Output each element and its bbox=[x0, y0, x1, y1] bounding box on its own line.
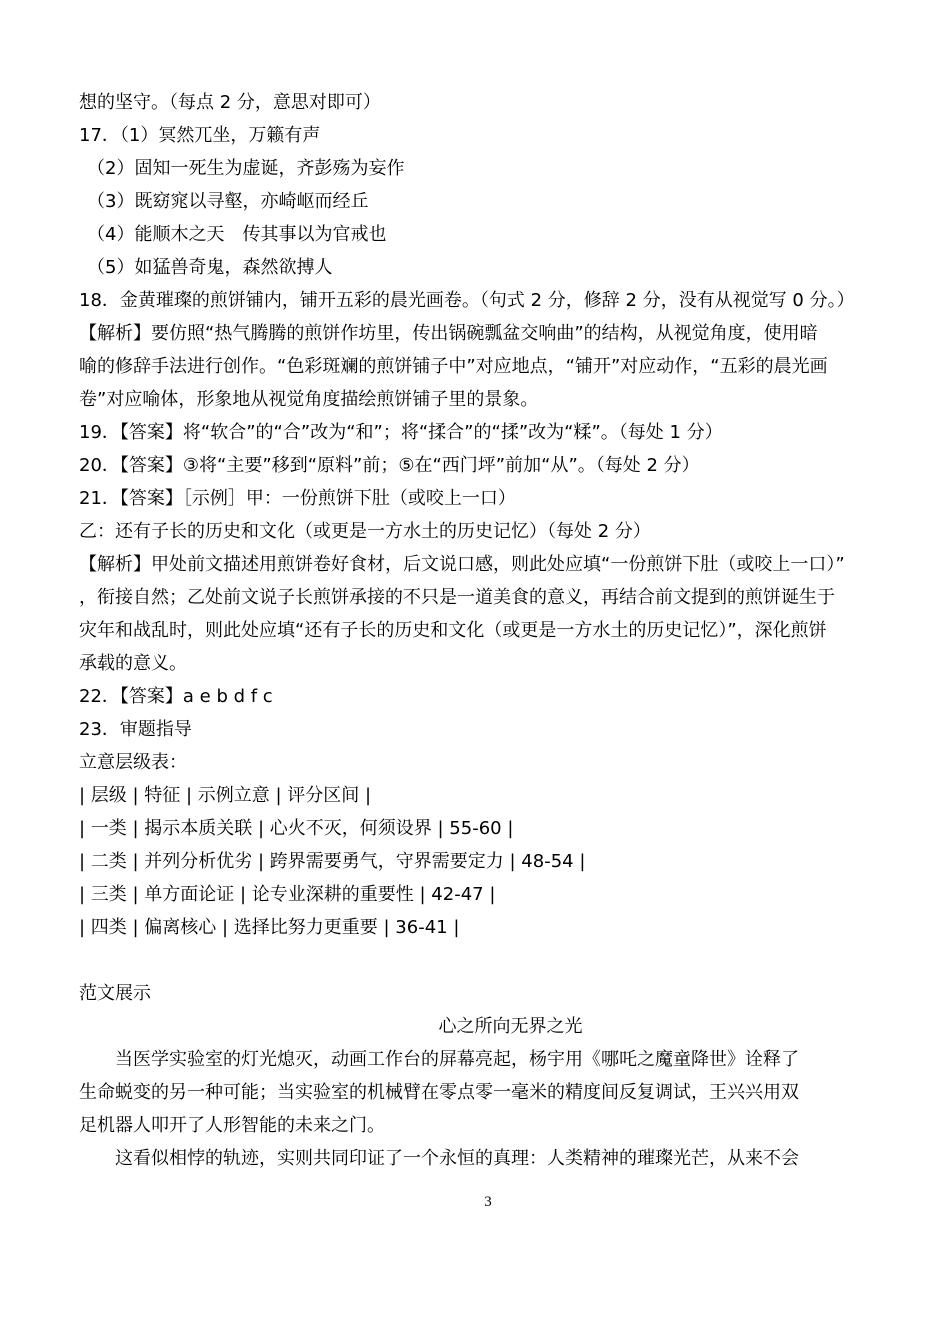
answer-21: 21．【答案】［示例］甲：一份煎饼下肚（或咬上一口） bbox=[79, 488, 516, 509]
level-table-row: | 二类 | 并列分析优劣 | 跨界需要勇气，守界需要定力 | 48-54 | bbox=[79, 851, 586, 872]
essay-paragraph-line: 当医学实验室的灯光熄灭，动画工作台的屏幕亮起，杨宇用《哪吒之魔童降世》诠释了 bbox=[115, 1049, 799, 1070]
analysis-18-line: 喻的修辞手法进行创作。“色彩斑斓的煎饼铺子中”对应地点，“铺开”对应动作，“五彩的晨光画 bbox=[79, 356, 828, 377]
analysis-21-line: 【解析】甲处前文描述用煎饼卷好食材，后文说口感，则此处应填“一份煎饼下肚（或咬上一口）” bbox=[79, 554, 845, 575]
document-body bbox=[79, 86, 902, 1175]
answer-19: 19．【答案】将“软合”的“合”改为“和”；将“揉合”的“揉”改为“糅”。（每处 1 分） bbox=[79, 422, 723, 443]
level-table-row: | 一类 | 揭示本质关联 | 心火不灭，何须设界 | 55-60 | bbox=[79, 818, 514, 839]
analysis-21-line: ，衔接自然；乙处前文说子长煎饼承接的不只是一道美食的意义，再结合前文提到的煎饼诞生于 bbox=[79, 587, 835, 608]
answer-17-heading: 17．（1）冥然兀坐，万籁有声 bbox=[79, 125, 321, 146]
sample-essay-heading: 范文展示 bbox=[79, 983, 151, 1004]
analysis-21-line: 承载的意义。 bbox=[79, 653, 187, 674]
answer-18: 18．金黄璀璨的煎饼铺内，铺开五彩的晨光画卷。（句式 2 分，修辞 2 分，没有从视觉写 0 分。） bbox=[79, 290, 855, 311]
page-number: 3 bbox=[484, 1194, 492, 1210]
essay-paragraph-line: 生命蜕变的另一种可能；当实验室的机械臂在零点零一毫米的精度间反复调试，王兴兴用双 bbox=[79, 1082, 799, 1103]
answer-17-item: （3）既窈窕以寻壑，亦崎岖而经丘 bbox=[87, 191, 369, 212]
text-line: 想的坚守。（每点 2 分，意思对即可） bbox=[79, 92, 381, 113]
level-table-row: | 四类 | 偏离核心 | 选择比努力更重要 | 36-41 | bbox=[79, 917, 460, 938]
answer-20: 20．【答案】③将“主要”移到“原料”前；⑤在“西门坪”前加“从”。（每处 2 分） bbox=[79, 455, 700, 476]
essay-paragraph-line: 足机器人叩开了人形智能的未来之门。 bbox=[79, 1115, 385, 1136]
answer-17-item: （4）能顺木之天 传其事以为官戒也 bbox=[87, 224, 387, 245]
answer-21-line: 乙：还有子长的历史和文化（或更是一方水土的历史记忆）（每处 2 分） bbox=[79, 521, 651, 542]
analysis-21-line: 灾年和战乱时，则此处应填“还有子长的历史和文化（或更是一方水土的历史记忆）”，深化煎饼 bbox=[79, 620, 827, 641]
answer-17-item: （2）固知一死生为虚诞，齐彭殇为妄作 bbox=[87, 158, 405, 179]
essay-paragraph-line: 这看似相悖的轨迹，实则共同印证了一个永恒的真理：人类精神的璀璨光芒，从来不会 bbox=[115, 1148, 799, 1169]
level-table-row: | 三类 | 单方面论证 | 论专业深耕的重要性 | 42-47 | bbox=[79, 884, 496, 905]
answer-23-heading: 23．审题指导 bbox=[79, 719, 192, 740]
analysis-18-line: 【解析】要仿照“热气腾腾的煎饼作坊里，传出锅碗瓢盆交响曲”的结构，从视觉角度，使用暗 bbox=[79, 323, 818, 344]
level-table-caption: 立意层级表： bbox=[79, 752, 187, 773]
answer-17-item: （5）如猛兽奇鬼，森然欲搏人 bbox=[87, 257, 333, 278]
level-table-header: | 层级 | 特征 | 示例立意 | 评分区间 | bbox=[79, 785, 372, 806]
blank-line bbox=[79, 944, 902, 977]
essay-title: 心之所向无界之光 bbox=[438, 1016, 583, 1037]
answer-22: 22．【答案】a e b d f c bbox=[79, 686, 273, 707]
analysis-18-line: 卷”对应喻体，形象地从视觉角度描绘煎饼铺子里的景象。 bbox=[79, 389, 539, 410]
